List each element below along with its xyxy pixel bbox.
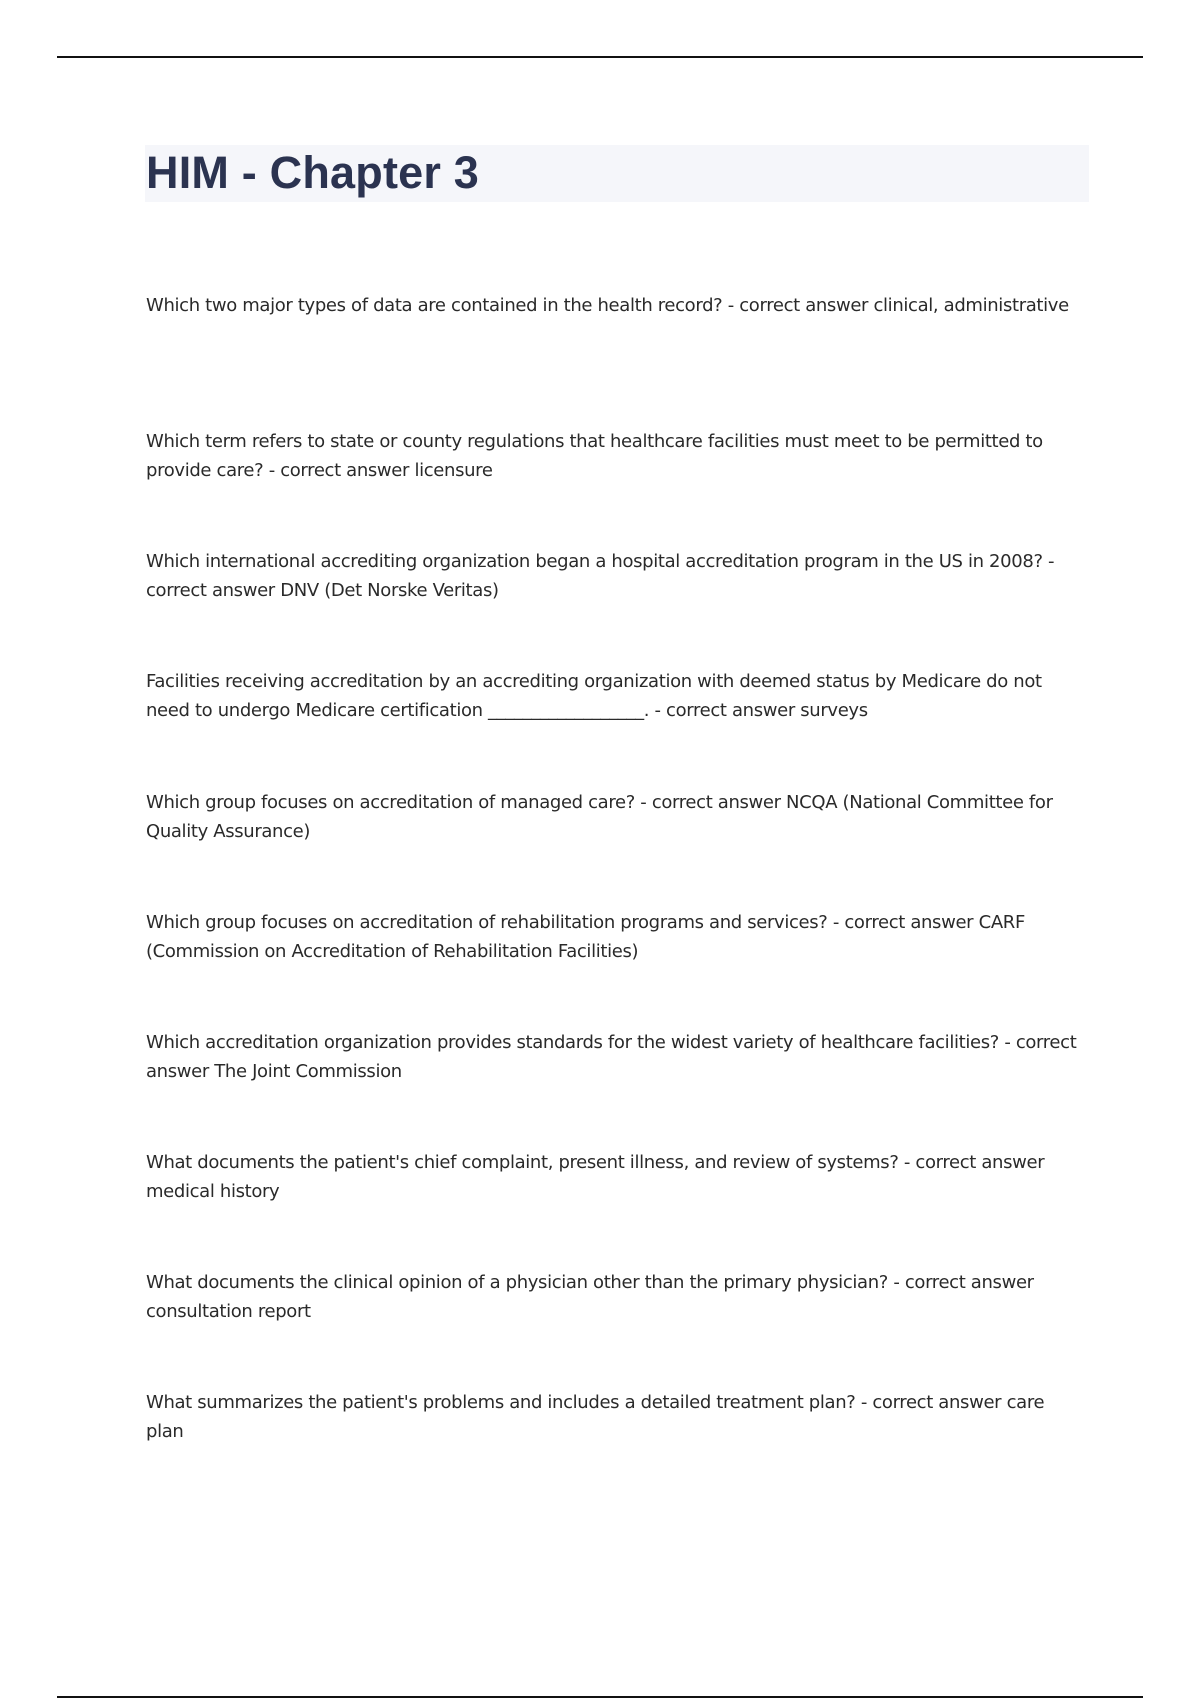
- qa-item: Which group focuses on accreditation of managed care? - correct answer NCQA (National Committee for Quality Assurance): [146, 792, 1053, 842]
- bottom-rule: [57, 1696, 1143, 1698]
- qa-item: Which group focuses on accreditation of rehabilitation programs and services? - correct answer CARF (Commission on Accreditation of Rehabilitation Facilities): [146, 912, 1025, 962]
- qa-item: What documents the clinical opinion of a physician other than the primary physician? - correct answer consultation report: [146, 1272, 1034, 1322]
- page-title: HIM - Chapter 3: [146, 147, 480, 198]
- qa-item: Which international accrediting organization began a hospital accreditation program in the US in 2008? - correct answer DNV (Det Norske Veritas): [146, 551, 1055, 601]
- qa-item: Which two major types of data are contained in the health record? - correct answer clinical, administrative: [146, 295, 1069, 316]
- qa-item: Which accreditation organization provides standards for the widest variety of healthcare facilities? - correct answer The Joint Commission: [146, 1032, 1077, 1082]
- qa-item: Facilities receiving accreditation by an accrediting organization with deemed status by Medicare do not need to undergo Medicare certification __________________. - correct answer surveys: [146, 671, 1042, 721]
- qa-item: Which term refers to state or county regulations that healthcare facilities must meet to be permitted to provide care? - correct answer licensure: [146, 431, 1043, 481]
- qa-item: What summarizes the patient's problems and includes a detailed treatment plan? - correct answer care plan: [146, 1392, 1045, 1442]
- top-rule: [57, 56, 1143, 58]
- qa-item: What documents the patient's chief complaint, present illness, and review of systems? - correct answer medical history: [146, 1152, 1045, 1202]
